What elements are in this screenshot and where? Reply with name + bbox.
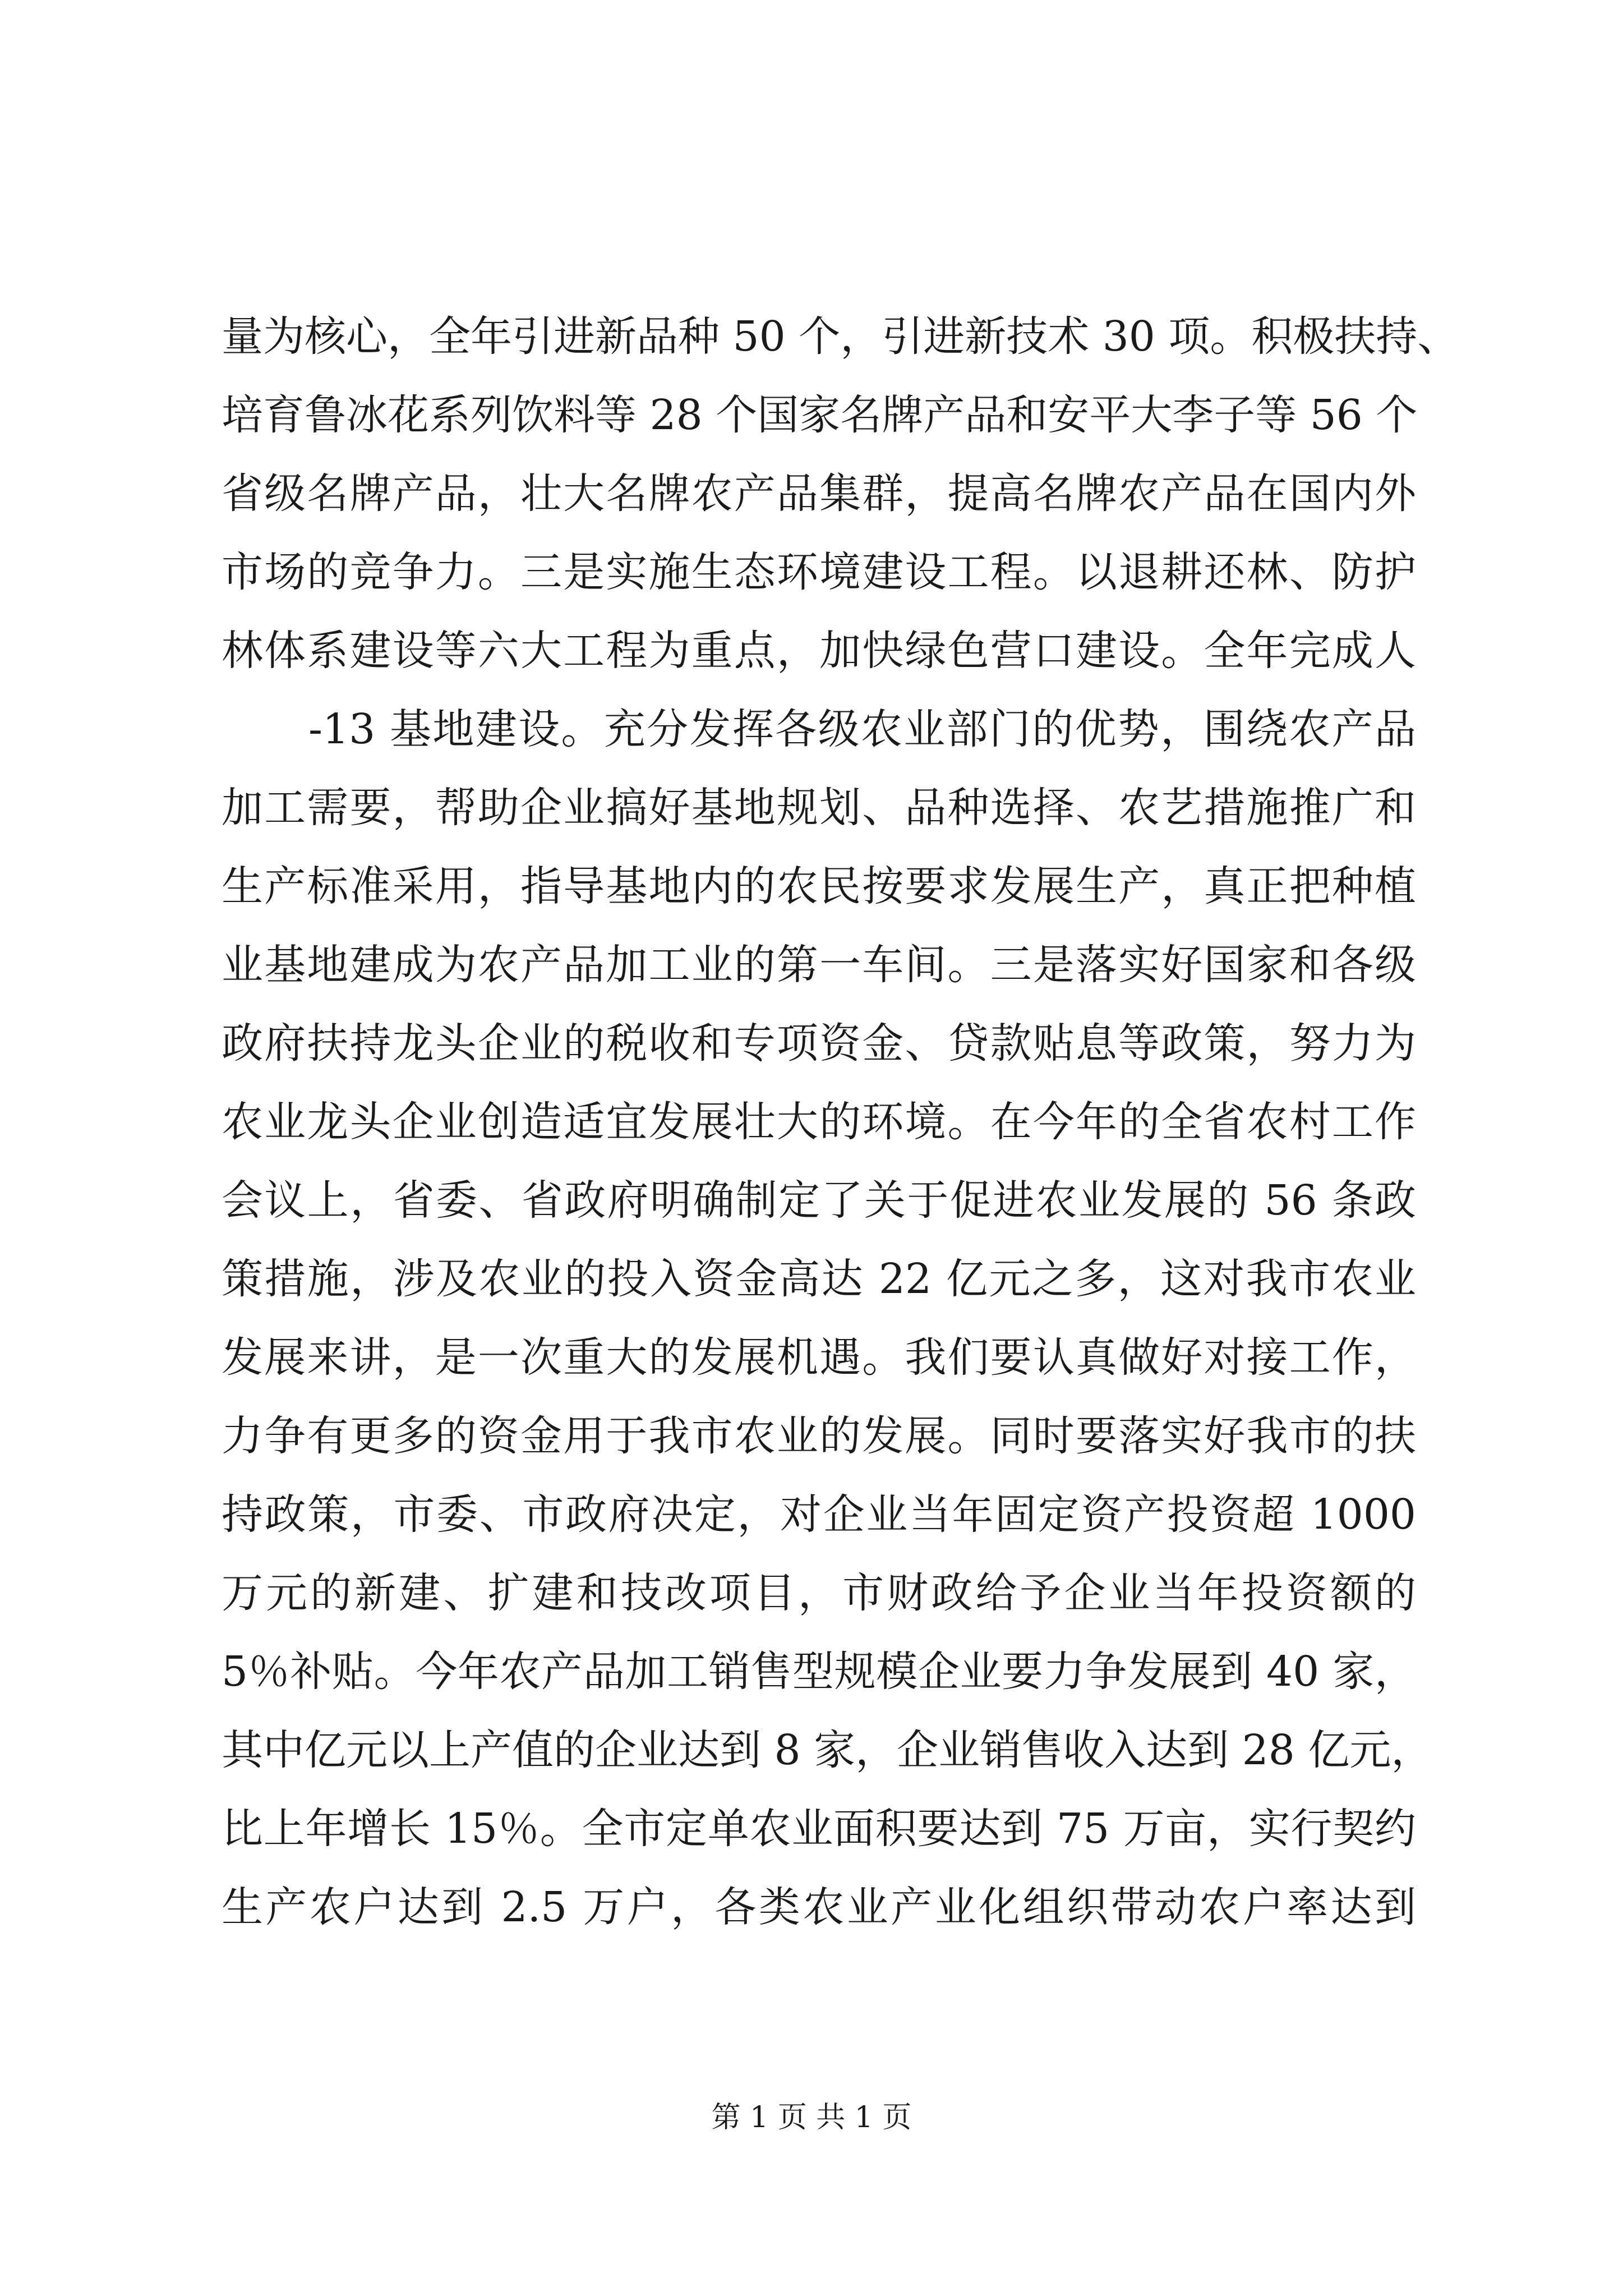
body-text-line: 持政策，市委、市政府决定，对企业当年固定资产投资超 1000 xyxy=(222,1490,1416,1539)
body-text-line: 生产农户达到 2.5 万户，各类农业产业化组织带动农户率达到 xyxy=(222,1883,1416,1931)
body-text-line: 会议上，省委、省政府明确制定了关于促进农业发展的 56 条政 xyxy=(222,1176,1416,1225)
body-text-line: -13 基地建设。充分发挥各级农业部门的优势，围绕农产品 xyxy=(308,705,1416,753)
body-text-line: 万元的新建、扩建和技改项目，市财政给予企业当年投资额的 xyxy=(222,1569,1416,1617)
body-text-line: 5％补贴。今年农产品加工销售型规模企业要力争发展到 40 家， xyxy=(222,1648,1416,1696)
body-text-line: 政府扶持龙头企业的税收和专项资金、贷款贴息等政策，努力为 xyxy=(222,1019,1416,1068)
body-text-line: 省级名牌产品，壮大名牌农产品集群，提高名牌农产品在国内外 xyxy=(222,470,1416,518)
body-text-line: 量为核心，全年引进新品种 50 个，引进新技术 30 项。积极扶持、 xyxy=(222,312,1459,361)
body-text-line: 其中亿元以上产值的企业达到 8 家，企业销售收入达到 28 亿元， xyxy=(222,1726,1433,1774)
body-text-line: 发展来讲，是一次重大的发展机遇。我们要认真做好对接工作， xyxy=(222,1333,1416,1382)
body-text-line: 市场的竞争力。三是实施生态环境建设工程。以退耕还林、防护 xyxy=(222,548,1416,596)
body-text-line: 比上年增长 15％。全市定单农业面积要达到 75 万亩，实行契约 xyxy=(222,1805,1416,1853)
body-text-line: 加工需要，帮助企业搞好基地规划、品种选择、农艺措施推广和 xyxy=(222,784,1416,832)
body-text-line: 培育鲁冰花系列饮料等 28 个国家名牌产品和安平大李子等 56 个 xyxy=(222,391,1418,439)
body-text-line: 农业龙头企业创造适宜发展壮大的环境。在今年的全省农村工作 xyxy=(222,1098,1416,1146)
page-number-footer: 第 1 页 共 1 页 xyxy=(711,2101,912,2134)
body-text-line: 业基地建成为农产品加工业的第一车间。三是落实好国家和各级 xyxy=(222,941,1416,989)
body-text-line: 策措施，涉及农业的投入资金高达 22 亿元之多，这对我市农业 xyxy=(222,1255,1416,1303)
body-text-line: 生产标准采用，指导基地内的农民按要求发展生产，真正把种植 xyxy=(222,862,1416,910)
body-text-line: 力争有更多的资金用于我市农业的发展。同时要落实好我市的扶 xyxy=(222,1412,1416,1460)
body-text-line: 林体系建设等六大工程为重点，加快绿色营口建设。全年完成人 xyxy=(222,627,1416,675)
